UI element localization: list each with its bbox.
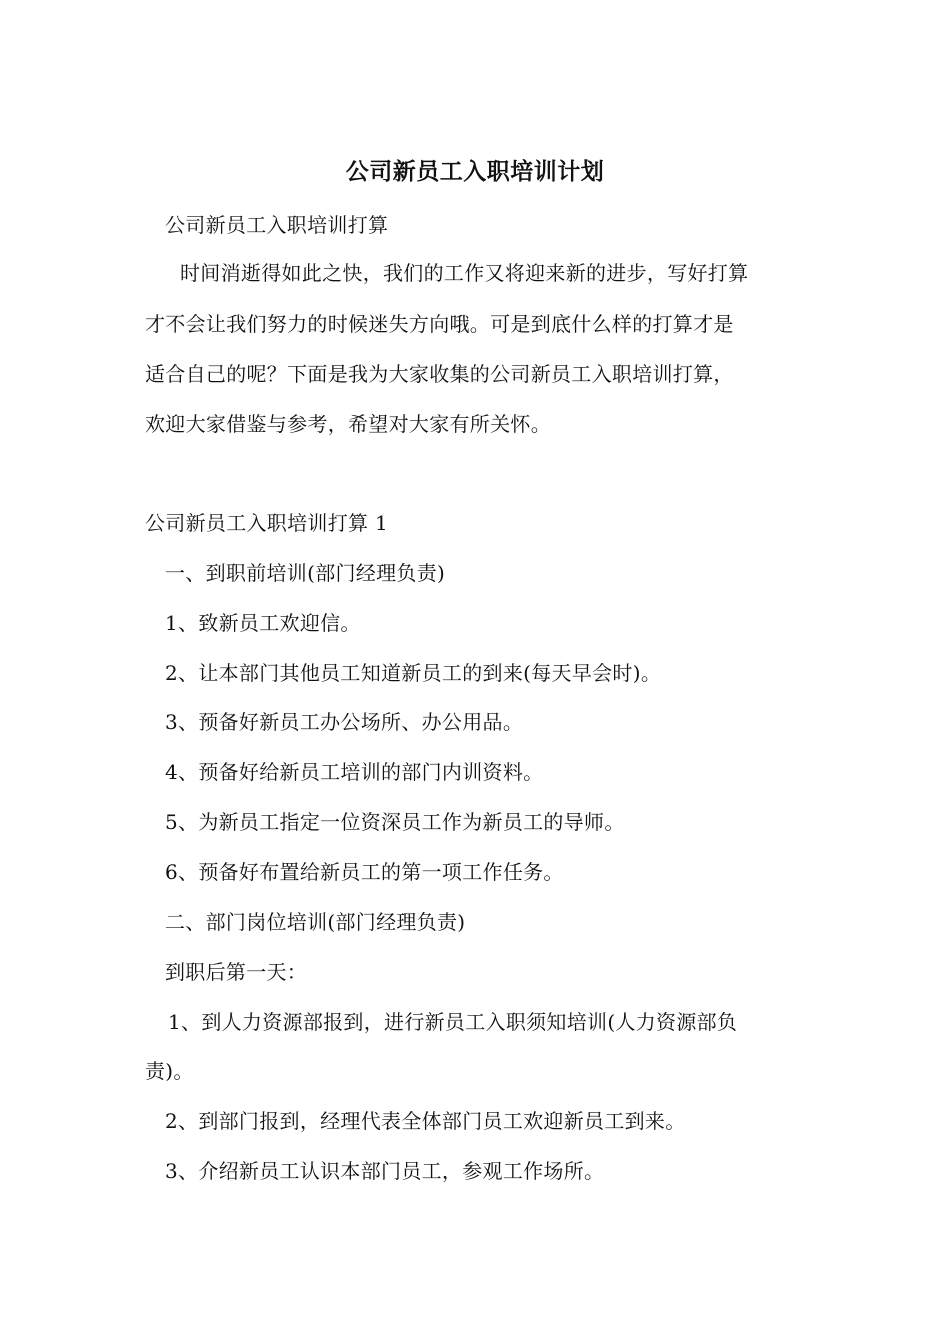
list-item: 4、预备好给新员工培训的部门内训资料。: [165, 760, 544, 784]
section-heading: 公司新员工入职培训打算 1: [145, 511, 388, 535]
part2-heading: 二、部门岗位培训(部门经理负责): [165, 910, 466, 934]
intro-line-2: 才不会让我们努力的时候迷失方向哦。可是到底什么样的打算才是: [145, 312, 734, 336]
list-item: 5、为新员工指定一位资深员工作为新员工的导师。: [165, 810, 625, 834]
document-subtitle: 公司新员工入职培训打算: [165, 213, 389, 237]
list-item: 6、预备好布置给新员工的第一项工作任务。: [165, 860, 564, 884]
part1-heading: 一、到职前培训(部门经理负责): [165, 561, 446, 585]
list-item: 3、预备好新员工办公场所、办公用品。: [165, 710, 524, 734]
document-title: 公司新员工入职培训计划: [345, 158, 605, 185]
list-item: 2、到部门报到，经理代表全体部门员工欢迎新员工到来。: [165, 1109, 686, 1133]
list-item-continuation: 责)。: [145, 1059, 194, 1083]
list-item: 1、到人力资源部报到，进行新员工入职须知培训(人力资源部负: [168, 1010, 738, 1034]
intro-line-4: 欢迎大家借鉴与参考，希望对大家有所关怀。: [145, 412, 551, 436]
list-item: 1、致新员工欢迎信。: [165, 611, 361, 635]
intro-line-1: 时间消逝得如此之快，我们的工作又将迎来新的进步，写好打算: [180, 261, 749, 285]
list-item: 2、让本部门其他员工知道新员工的到来(每天早会时)。: [165, 661, 662, 685]
intro-line-3: 适合自己的呢？下面是我为大家收集的公司新员工入职培训打算，: [145, 362, 734, 386]
day1-label: 到职后第一天：: [165, 960, 308, 984]
list-item: 3、介绍新员工认识本部门员工，参观工作场所。: [165, 1159, 605, 1183]
